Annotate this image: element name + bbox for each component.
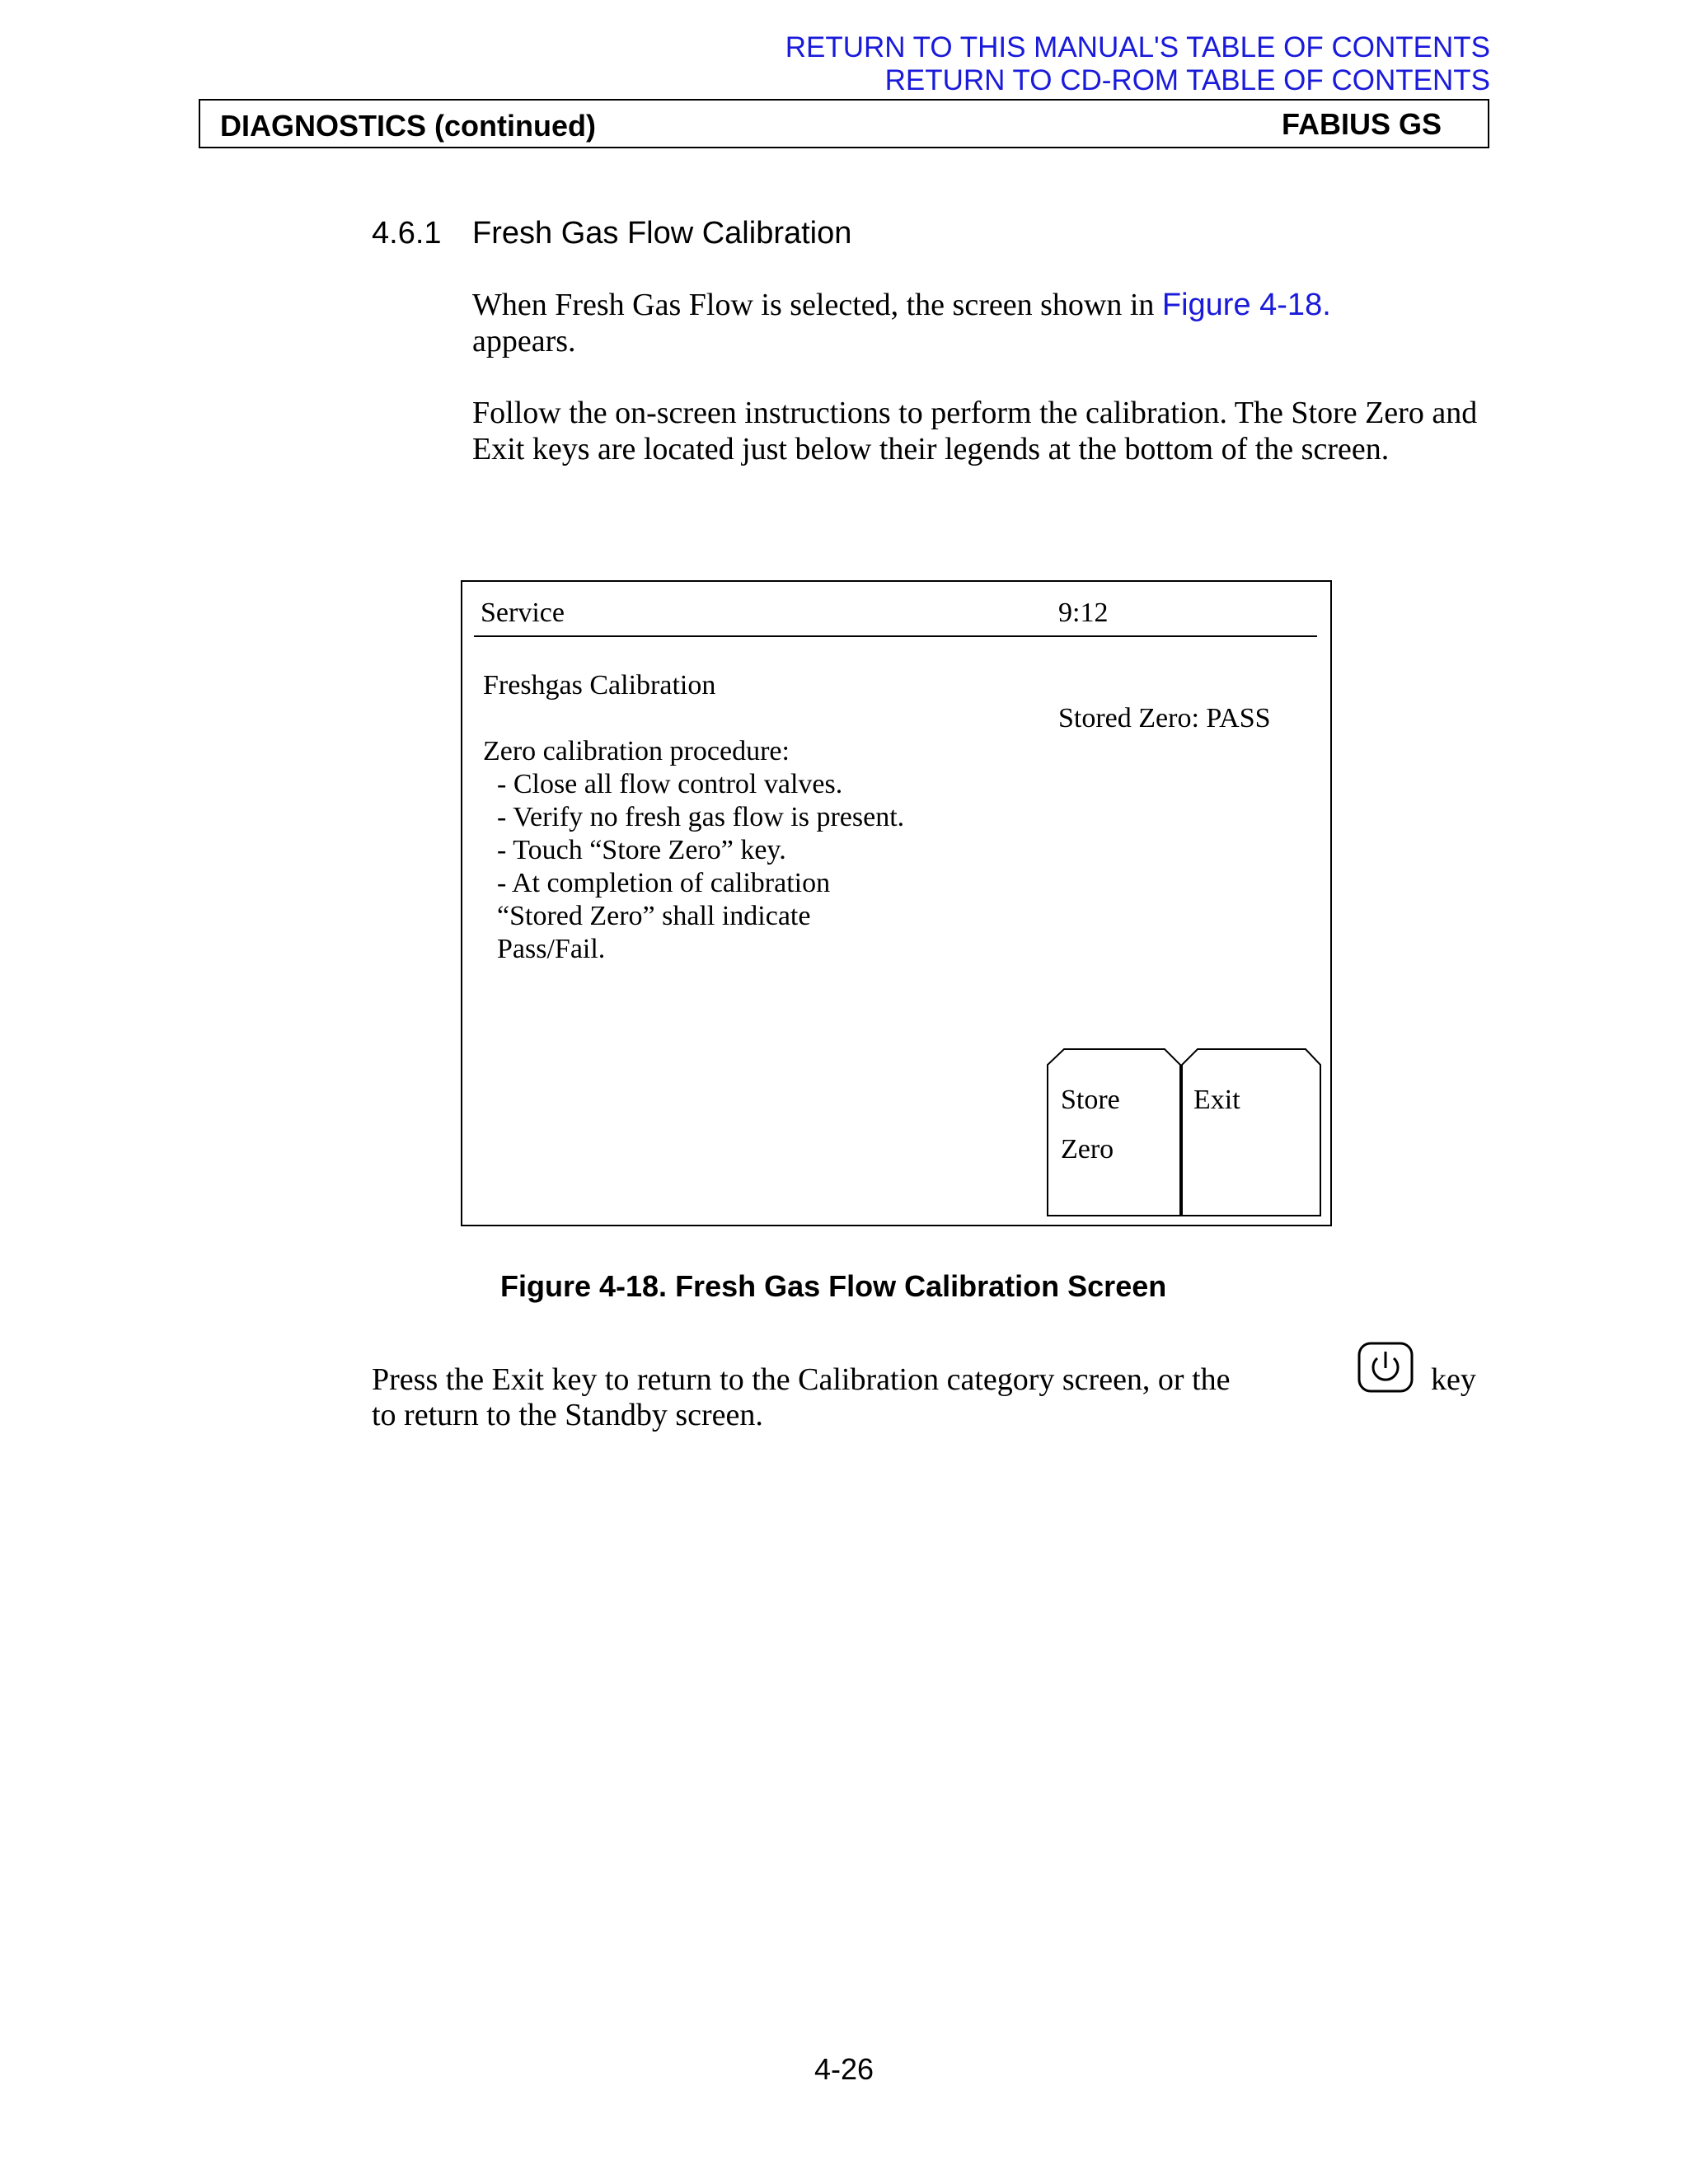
intro-text-before: When Fresh Gas Flow is selected, the screen shown in [472, 288, 1162, 322]
procedure-step: “Stored Zero” shall indicate [497, 901, 811, 931]
exit-instructions-line2: to return to the Standby screen. [372, 1398, 763, 1432]
procedure-step: - Close all flow control valves. [497, 769, 843, 799]
exit-instructions-line1: Press the Exit key to return to the Calibration category screen, or the [372, 1362, 1231, 1397]
figure-4-18-link[interactable]: Figure 4-18. [1161, 288, 1331, 322]
procedure-title: Zero calibration procedure: [483, 736, 790, 766]
exit-key-label: Exit [1193, 1085, 1240, 1115]
header-section-title: DIAGNOSTICS (continued) [220, 109, 596, 143]
store-zero-key-label: Zero [1061, 1134, 1114, 1165]
softkey-bar [1047, 1048, 1322, 1216]
screen-heading: Freshgas Calibration [483, 670, 716, 701]
procedure-step: - At completion of calibration [497, 868, 831, 898]
page-header [199, 99, 1489, 148]
intro-text-after: appears. [472, 324, 576, 359]
power-standby-icon [1357, 1342, 1414, 1393]
screen-divider [474, 635, 1317, 637]
stored-zero-status: Stored Zero: PASS [1058, 703, 1271, 733]
procedure-step: - Touch “Store Zero” key. [497, 835, 786, 865]
section-title: Fresh Gas Flow Calibration [472, 216, 852, 251]
intro-paragraph [472, 287, 1486, 359]
return-to-cdrom-toc-link[interactable]: RETURN TO CD-ROM TABLE OF CONTENTS [884, 64, 1490, 96]
header-product-name: FABIUS GS [1281, 107, 1442, 141]
screen-title: Service [481, 598, 565, 628]
section-number: 4.6.1 [372, 216, 442, 251]
exit-instructions-key-word: key [1431, 1362, 1476, 1397]
procedure-step: - Verify no fresh gas flow is present. [497, 802, 905, 832]
page-number: 4-26 [814, 2052, 874, 2086]
screen-time: 9:12 [1058, 598, 1109, 628]
store-zero-key[interactable] [1047, 1048, 1181, 1216]
procedure-step: Pass/Fail. [497, 934, 606, 964]
instructions-paragraph: Follow the on-screen instructions to perform the calibration. The Store Zero and Exit keys are located just below their legends at the bottom of the screen. [472, 396, 1478, 466]
figure-caption: Figure 4-18. Fresh Gas Flow Calibration Screen [500, 1269, 1167, 1303]
store-zero-key-label: Store [1061, 1085, 1120, 1115]
calibration-screen-figure [461, 580, 1332, 1226]
return-to-manual-toc-link[interactable]: RETURN TO THIS MANUAL'S TABLE OF CONTENTS [785, 31, 1490, 63]
